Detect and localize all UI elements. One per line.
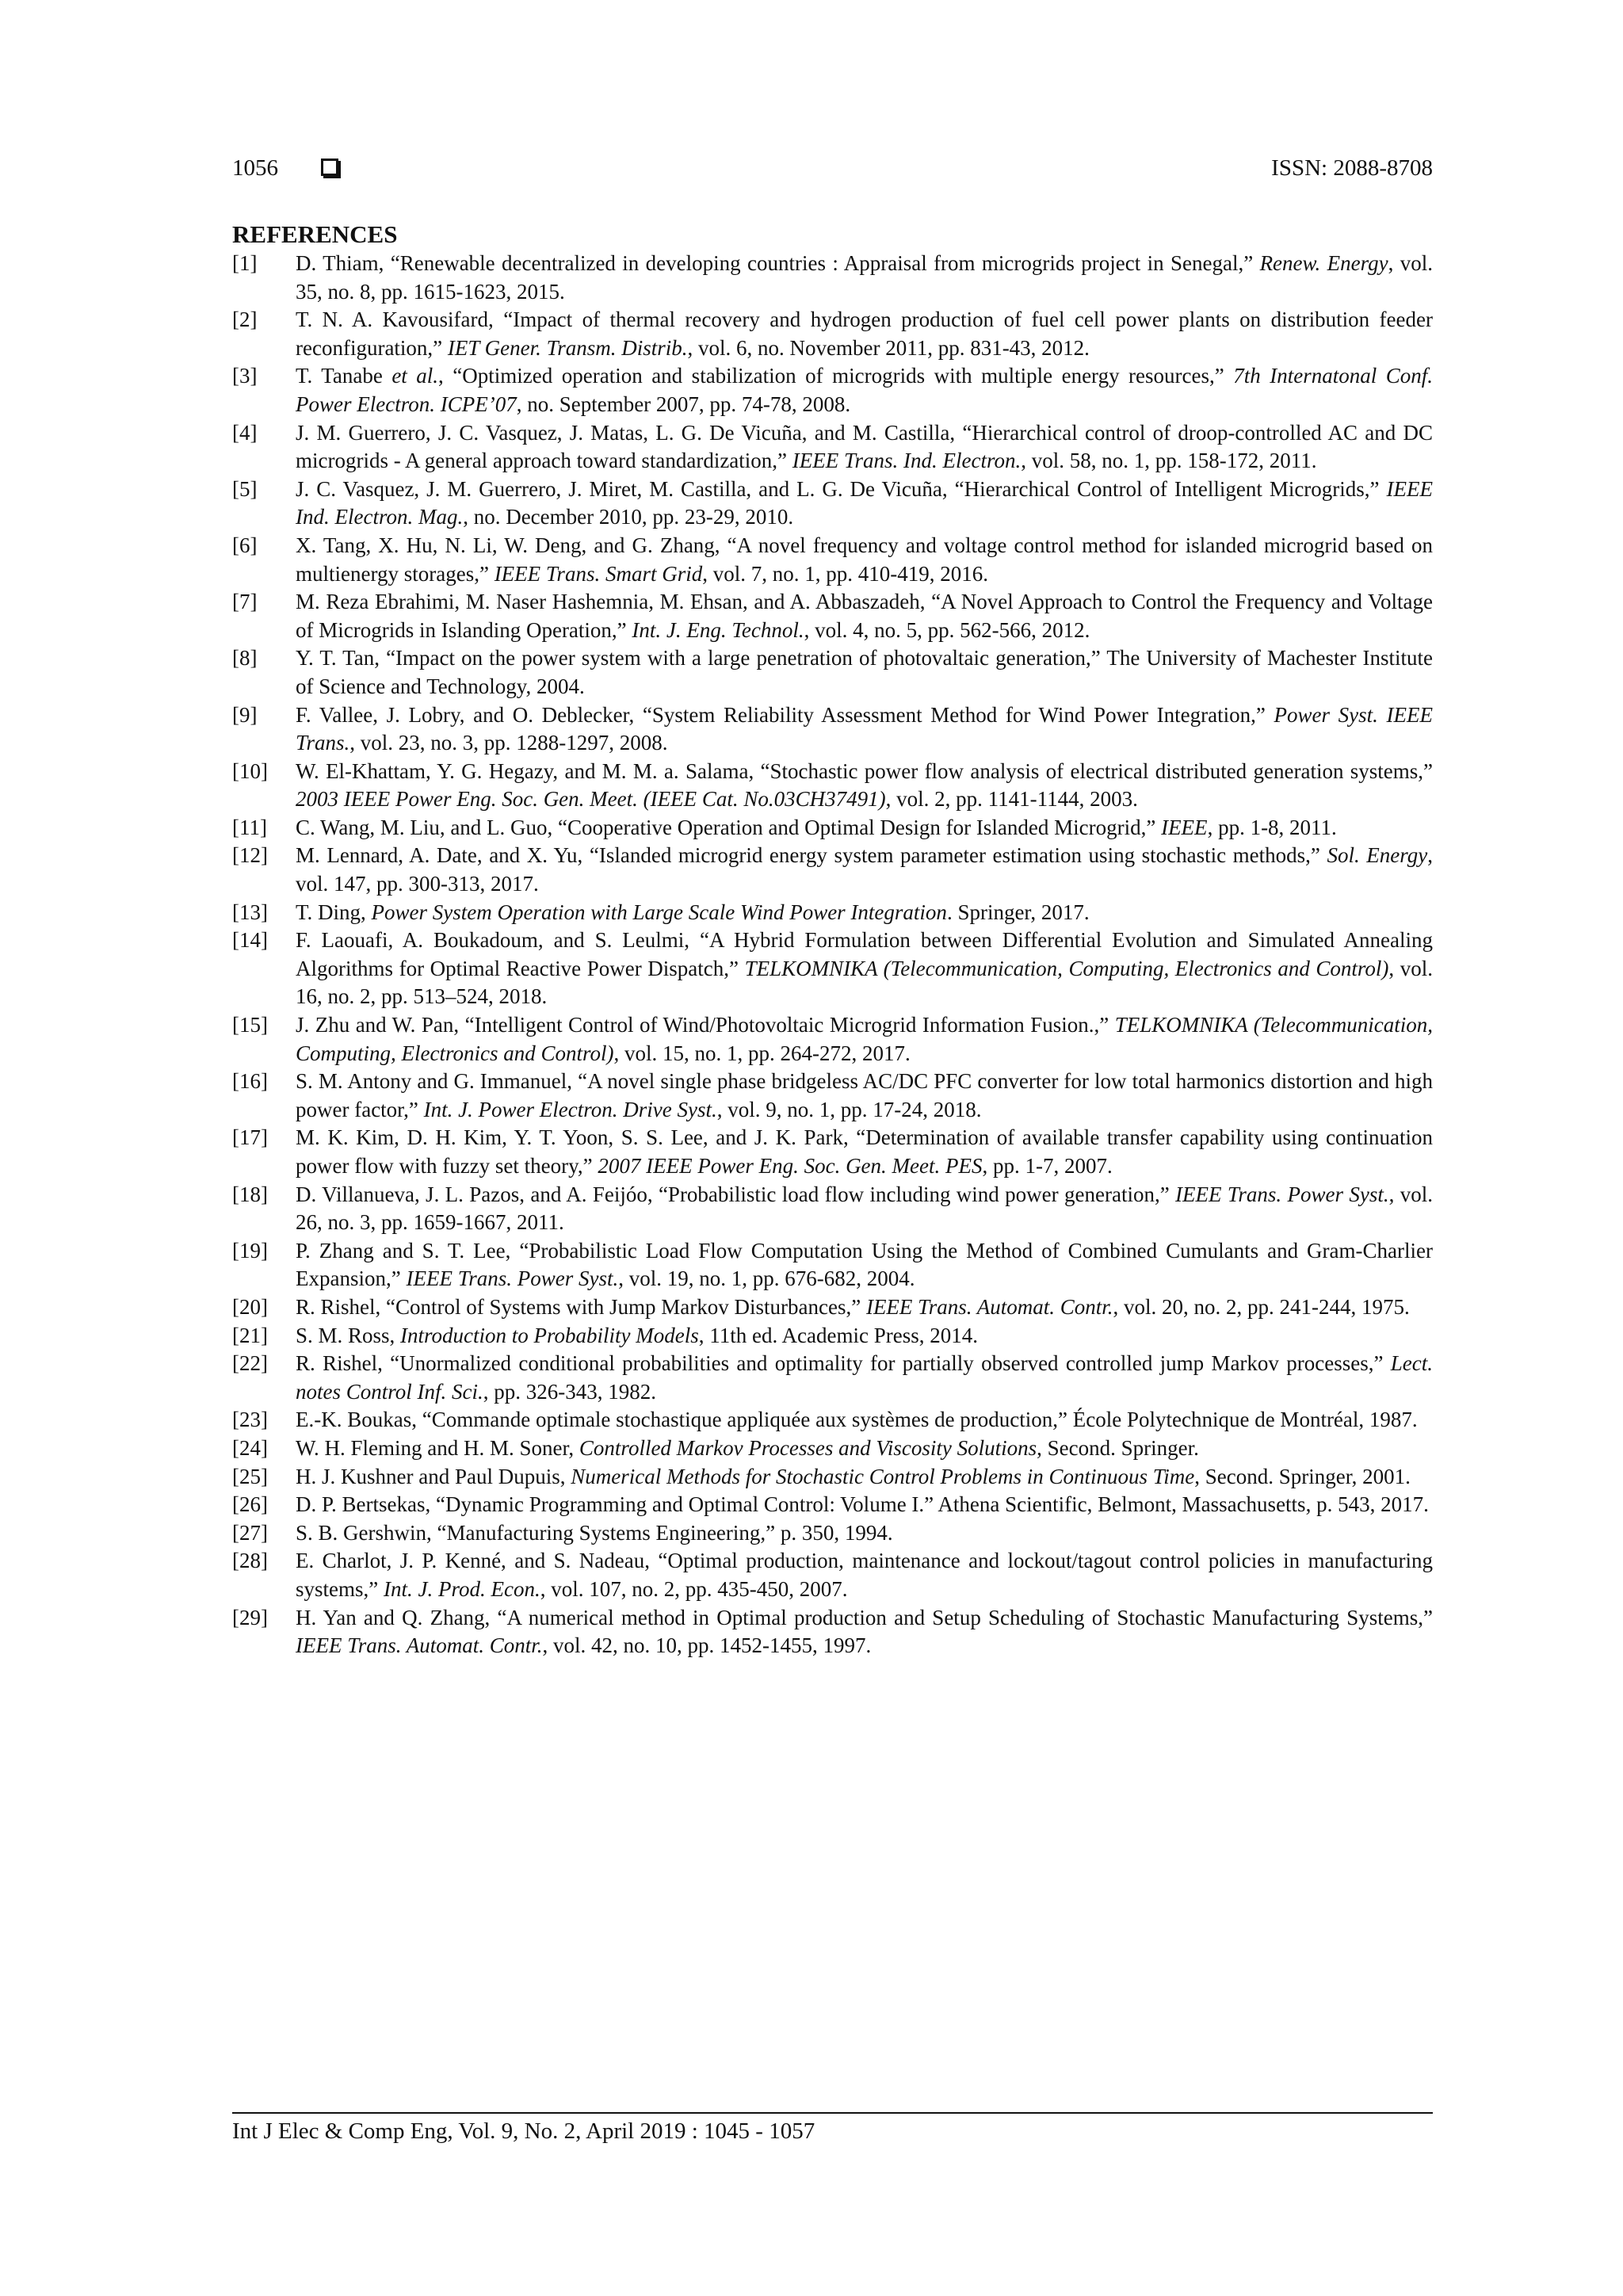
reference-item — [232, 1463, 1433, 1492]
footer-divider — [232, 2112, 1433, 2114]
section-title: REFERENCES — [232, 220, 398, 248]
reference-number: [15] — [232, 1013, 268, 1037]
reference-item — [232, 476, 1433, 532]
reference-text — [296, 759, 1433, 812]
reference-segment: , vol. 19, no. 1, pp. 676-682, 2004. — [618, 1266, 915, 1291]
reference-number: [28] — [232, 1549, 268, 1573]
reference-item — [232, 250, 1433, 306]
reference-segment: T. N. A. Kavousifard, “Impact of thermal recovery and hydrogen production of fuel cell power plants on distribution feeder reconfiguration,” — [296, 308, 1433, 360]
reference-number: [13] — [232, 900, 268, 924]
reference-item — [232, 419, 1433, 476]
reference-segment: D. Villanueva, J. L. Pazos, and A. Feijóo, “Probabilistic load flow including wind power generation,” — [296, 1182, 1176, 1206]
reference-item — [232, 1435, 1433, 1463]
reference-italic-segment: Sol. Energy — [1327, 843, 1428, 868]
reference-italic-segment: 7th Internatonal Conf. Power Electron. ICPE’07 — [296, 364, 1433, 416]
reference-segment: T. Tanabe — [296, 364, 392, 388]
reference-number: [5] — [232, 476, 258, 501]
reference-italic-segment: IEEE Trans. Automat. Contr. — [296, 1633, 543, 1658]
reference-segment: , vol. 9, no. 1, pp. 17-24, 2018. — [716, 1097, 982, 1121]
reference-item — [232, 842, 1433, 898]
reference-list — [232, 250, 1433, 1660]
reference-segment: , vol. 2, pp. 1141-1144, 2003. — [885, 787, 1138, 812]
reference-italic-segment: Power System Operation with Large Scale Wind Power Integration — [371, 900, 947, 924]
reference-segment: P. Zhang and S. T. Lee, “Probabilistic Load Flow Computation Using the Method of Combined Cumulants and Gram-Charlier Expansion,” — [296, 1238, 1433, 1291]
reference-number: [10] — [232, 758, 268, 783]
reference-number: [7] — [232, 590, 258, 614]
reference-segment: , vol. 107, no. 2, pp. 435-450, 2007. — [540, 1576, 848, 1601]
reference-segment: H. Yan and Q. Zhang, “A numerical method in Optimal production and Setup Scheduling of Stochastic Manufacturing Systems,” — [296, 1605, 1433, 1629]
reference-item — [232, 644, 1433, 701]
reference-italic-segment: TELKOMNIKA (Telecommunication, Computing, Electronics and Control) — [296, 1013, 1433, 1065]
reference-segment: S. B. Gershwin, “Manufacturing Systems Engineering,” p. 350, 1994. — [296, 1520, 893, 1545]
reference-segment: , pp. 1-8, 2011. — [1207, 815, 1337, 839]
reference-segment: , vol. 58, no. 1, pp. 158-172, 2011. — [1021, 449, 1317, 473]
reference-number: [25] — [232, 1464, 268, 1488]
reference-segment: J. M. Guerrero, J. C. Vasquez, J. Matas, L. G. De Vicuña, and M. Castilla, “Hierarchical control of droop-controlled AC and DC microgrids - A general approach toward standardization,” — [296, 420, 1433, 473]
reference-segment: , “Optimized operation and stabilization of microgrids with multiple energy resources,” — [438, 364, 1234, 388]
reference-number: [17] — [232, 1125, 268, 1150]
page-footer: Int J Elec & Comp Eng, Vol. 9, No. 2, April 2019 : 1045 - 1057 — [232, 2118, 815, 2144]
reference-italic-segment: Controlled Markov Processes and Viscosity Solutions — [579, 1435, 1037, 1460]
reference-italic-segment: IET Gener. Transm. Distrib. — [447, 335, 688, 360]
reference-item — [232, 532, 1433, 588]
reference-item — [232, 926, 1433, 1011]
reference-segment: , no. September 2007, pp. 74-78, 2008. — [516, 392, 851, 416]
reference-item — [232, 1519, 1433, 1548]
reference-segment: E. Charlot, J. P. Kenné, and S. Nadeau, “Optimal production, maintenance and lockout/tagout control policies in manufacturing systems,” — [296, 1549, 1433, 1601]
reference-item — [232, 1350, 1433, 1406]
reference-text — [296, 928, 1433, 1008]
reference-text — [296, 1069, 1433, 1121]
reference-item — [232, 1124, 1433, 1180]
reference-segment: J. C. Vasquez, J. M. Guerrero, J. Miret, M. Castilla, and L. G. De Vicuña, “Hierarchical Control of Intelligent Microgrids,” — [296, 476, 1387, 501]
reference-text — [296, 1239, 1433, 1291]
reference-segment: S. M. Antony and G. Immanuel, “A novel single phase bridgeless AC/DC PFC converter for low total harmonics distortion and high power factor,” — [296, 1069, 1433, 1121]
reference-segment: , vol. 147, pp. 300-313, 2017. — [296, 843, 1434, 896]
reference-text — [296, 590, 1433, 642]
reference-segment: . Springer, 2017. — [946, 900, 1090, 924]
reference-segment: Y. T. Tan, “Impact on the power system with a large penetration of photovaltaic generation,” The University of Machester Institute of Science and Technology, 2004. — [296, 646, 1433, 698]
reference-segment: M. Reza Ebrahimi, M. Naser Hashemnia, M. Ehsan, and A. Abbaszadeh, “A Novel Approach to Control the Frequency and Voltage of Microgrids in Islanding Operation,” — [296, 590, 1433, 642]
reference-segment: F. Laouafi, A. Boukadoum, and S. Leulmi, “A Hybrid Formulation between Differential Evolution and Simulated Annealing Algorithms for Optimal Reactive Power Dispatch,” — [296, 928, 1433, 980]
reference-segment: R. Rishel, “Unormalized conditional probabilities and optimality for partially observed controlled jump Markov processes,” — [296, 1351, 1391, 1376]
reference-italic-segment: Int. J. Power Electron. Drive Syst. — [423, 1097, 717, 1121]
reference-italic-segment: Numerical Methods for Stochastic Control Problems in Continuous Time — [571, 1464, 1195, 1488]
reference-item — [232, 1547, 1433, 1603]
reference-number: [14] — [232, 928, 268, 953]
reference-italic-segment: 2007 IEEE Power Eng. Soc. Gen. Meet. PES — [598, 1154, 983, 1178]
reference-segment: R. Rishel, “Control of Systems with Jump Markov Disturbances,” — [296, 1294, 866, 1319]
reference-segment: , 11th ed. Academic Press, 2014. — [698, 1323, 978, 1347]
references-section — [232, 220, 1433, 1660]
reference-item — [232, 588, 1433, 644]
reference-text — [296, 1351, 1433, 1404]
reference-italic-segment: IEEE Trans. Automat. Contr. — [865, 1294, 1113, 1319]
reference-item — [232, 362, 1433, 418]
reference-segment: H. J. Kushner and Paul Dupuis, — [296, 1464, 571, 1488]
reference-segment: , vol. 20, no. 2, pp. 241-244, 1975. — [1113, 1294, 1410, 1319]
reference-number: [3] — [232, 364, 258, 388]
reference-italic-segment: Int. J. Prod. Econ. — [384, 1576, 540, 1601]
reference-item — [232, 306, 1433, 362]
page-number: 1056 — [232, 155, 278, 181]
reference-text — [296, 1324, 978, 1347]
reference-number: [11] — [232, 815, 267, 839]
reference-segment: , vol. 7, no. 1, pp. 410-419, 2016. — [702, 561, 988, 586]
reference-text — [296, 1436, 1199, 1460]
reference-italic-segment: IEEE Trans. Power Syst. — [406, 1266, 619, 1291]
reference-number: [9] — [232, 702, 258, 727]
reference-italic-segment: TELKOMNIKA (Telecommunication, Computing, Electronics and Control) — [744, 956, 1389, 980]
reference-item — [232, 1011, 1433, 1068]
reference-text — [296, 1549, 1433, 1601]
reference-number: [6] — [232, 533, 258, 557]
reference-text — [296, 533, 1433, 586]
reference-number: [23] — [232, 1408, 268, 1432]
reference-italic-segment: Power Syst. IEEE Trans. — [296, 702, 1433, 755]
reference-segment: M. K. Kim, D. H. Kim, Y. T. Yoon, S. S. Lee, and J. K. Park, “Determination of available transfer capability using continuation power flow with fuzzy set theory,” — [296, 1125, 1433, 1178]
reference-text — [296, 900, 1090, 924]
reference-italic-segment: 2003 IEEE Power Eng. Soc. Gen. Meet. (IEEE Cat. No.03CH37491) — [296, 787, 886, 812]
reference-segment: , Second. Springer, 2001. — [1194, 1464, 1411, 1488]
reference-text — [296, 308, 1433, 360]
reference-segment: W. El-Khattam, Y. G. Hegazy, and M. M. a. Salama, “Stochastic power flow analysis of electrical distributed generation systems,” — [296, 758, 1433, 783]
reference-text — [296, 1465, 1411, 1488]
reference-number: [16] — [232, 1069, 268, 1094]
reference-segment: , vol. 4, no. 5, pp. 562-566, 2012. — [804, 617, 1090, 642]
reference-number: [27] — [232, 1520, 268, 1545]
reference-italic-segment: IEEE — [1161, 815, 1208, 839]
reference-item — [232, 1181, 1433, 1237]
reference-text — [296, 1013, 1433, 1065]
reference-italic-segment: Introduction to Probability Models — [400, 1323, 699, 1347]
reference-italic-segment: IEEE Trans. Power Syst. — [1175, 1182, 1389, 1206]
reference-text — [296, 364, 1433, 416]
reference-segment: , vol. 6, no. November 2011, pp. 831-43, 2012. — [687, 335, 1090, 360]
reference-number: [18] — [232, 1182, 268, 1206]
reference-segment: , vol. 42, no. 10, pp. 1452-1455, 1997. — [542, 1633, 872, 1658]
reference-number: [24] — [232, 1435, 268, 1460]
reference-number: [29] — [232, 1605, 268, 1629]
reference-item — [232, 1068, 1433, 1124]
reference-segment: S. M. Ross, — [296, 1323, 401, 1347]
reference-item — [232, 1491, 1433, 1519]
reference-number: [21] — [232, 1323, 268, 1347]
reference-number: [19] — [232, 1238, 268, 1263]
reference-number: [4] — [232, 420, 258, 445]
reference-segment: X. Tang, X. Hu, N. Li, W. Deng, and G. Zhang, “A novel frequency and voltage control method for islanded microgrid based on multienergy storages,” — [296, 533, 1433, 586]
reference-text — [296, 646, 1433, 698]
reference-item — [232, 1322, 1433, 1350]
reference-item — [232, 1237, 1433, 1293]
reference-segment: , vol. 35, no. 8, pp. 1615-1623, 2015. — [296, 251, 1433, 304]
reference-segment: , vol. 26, no. 3, pp. 1659-1667, 2011. — [296, 1182, 1433, 1235]
reference-item — [232, 701, 1433, 758]
reference-number: [2] — [232, 308, 258, 332]
reference-number: [12] — [232, 843, 268, 868]
reference-italic-segment: Renew. Energy — [1259, 251, 1388, 275]
reference-text — [296, 477, 1433, 529]
reference-segment: F. Vallee, J. Lobry, and O. Deblecker, “System Reliability Assessment Method for Wind Power Integration,” — [296, 702, 1274, 727]
reference-segment: D. Thiam, “Renewable decentralized in developing countries : Appraisal from microgrids project in Senegal,” — [296, 251, 1260, 275]
reference-item — [232, 758, 1433, 814]
reference-text — [296, 1125, 1433, 1178]
reference-segment: J. Zhu and W. Pan, “Intelligent Control of Wind/Photovoltaic Microgrid Information Fusion.,” — [296, 1013, 1115, 1037]
reference-segment: D. P. Bertsekas, “Dynamic Programming and Optimal Control: Volume I.” Athena Scientific, Belmont, Massachusetts, p. 543, 2017. — [296, 1492, 1429, 1517]
issn-label: ISSN: 2088-8708 — [1271, 155, 1433, 181]
reference-segment: , vol. 15, no. 1, pp. 264-272, 2017. — [613, 1041, 911, 1065]
reference-italic-segment: Int. J. Eng. Technol. — [632, 617, 804, 642]
reference-text — [296, 703, 1433, 755]
reference-text — [296, 1492, 1429, 1516]
page-header — [232, 155, 1433, 187]
reference-segment: , vol. 16, no. 2, pp. 513–524, 2018. — [296, 956, 1433, 1009]
reference-segment: C. Wang, M. Liu, and L. Guo, “Cooperative Operation and Optimal Design for Islanded Microgrid,” — [296, 815, 1162, 839]
reference-italic-segment: IEEE Trans. Smart Grid — [494, 561, 703, 586]
reference-italic-segment: et al. — [391, 364, 439, 388]
reference-text — [296, 421, 1433, 473]
reference-number: [1] — [232, 251, 258, 275]
reference-segment: E.-K. Boukas, “Commande optimale stochastique appliquée aux systèmes de production,” École Polytechnique de Montréal, 1987. — [296, 1408, 1418, 1432]
reference-number: [8] — [232, 646, 258, 670]
reference-text — [296, 1182, 1433, 1235]
reference-item — [232, 814, 1433, 842]
reference-segment: W. H. Fleming and H. M. Soner, — [296, 1435, 579, 1460]
reference-segment: , pp. 1-7, 2007. — [982, 1154, 1113, 1178]
reference-item — [232, 899, 1433, 927]
reference-number: [20] — [232, 1294, 268, 1319]
reference-text — [296, 1606, 1433, 1658]
reference-italic-segment: IEEE Ind. Electron. Mag. — [296, 476, 1433, 529]
reference-text — [296, 1295, 1410, 1319]
reference-italic-segment: IEEE Trans. Ind. Electron. — [792, 449, 1022, 473]
reference-text — [296, 843, 1433, 896]
reference-item — [232, 1406, 1433, 1435]
reference-italic-segment: Lect. notes Control Inf. Sci. — [296, 1351, 1433, 1404]
reference-segment: M. Lennard, A. Date, and X. Yu, “Islanded microgrid energy system parameter estimation using stochastic methods,” — [296, 843, 1327, 868]
reference-number: [22] — [232, 1351, 268, 1376]
reference-item — [232, 1604, 1433, 1660]
square-box-icon — [321, 159, 338, 176]
reference-segment: , no. December 2010, pp. 23-29, 2010. — [463, 505, 794, 529]
reference-text — [296, 1521, 893, 1545]
reference-item — [232, 1293, 1433, 1322]
reference-segment: , pp. 326-343, 1982. — [483, 1379, 656, 1404]
reference-text — [296, 816, 1337, 839]
reference-segment: , vol. 23, no. 3, pp. 1288-1297, 2008. — [349, 731, 668, 755]
reference-segment: T. Ding, — [296, 900, 372, 924]
reference-text — [296, 251, 1433, 304]
reference-text — [296, 1408, 1418, 1431]
reference-segment: , Second. Springer. — [1037, 1435, 1199, 1460]
reference-number: [26] — [232, 1492, 268, 1517]
